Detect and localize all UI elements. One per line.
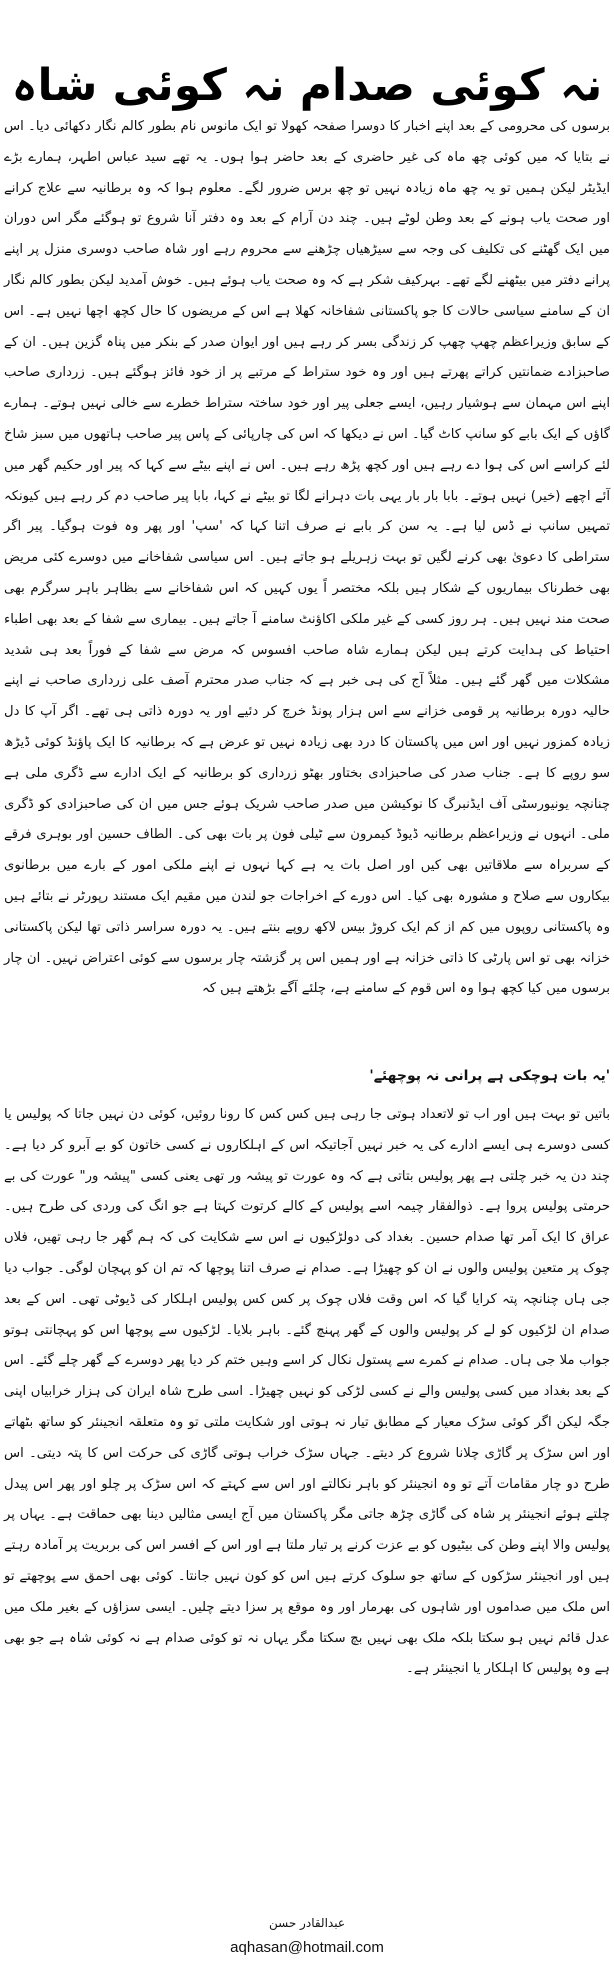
paragraph: باتیں تو بہت ہیں اور اب تو لاتعداد ہوتی جا رہی ہیں کس کس کا رونا روئیں، کوئی دن نہیں جاتا کہ پولیس یا کسی دوسرے ہی ایسے ادارے کی یہ خبر نہیں آجاتیکہ اس کے اہلکاروں نے کسی خاتون کو بے آبرو کر دیا ہے۔ چند دن یہ خبر چلتی ہے پھر پولیس بتاتی ہے کہ وہ عورت تو پیشہ ور تھی یعنی کسی "پیشہ ور" عورت کی بے حرمتی پولیس پروا ہے۔ ذوالفقار چیمہ اسے پولیس کے کالے کرتوت کہتا ہے جو انگ کی وردی کی طرح ہیں۔ عراق کا ایک آمر تھا صدام حسین۔ بغداد کی دولڑکیوں نے اس سے شکایت کی کہ ہم گھر جا رہی تھیں، فلاں چوک پر متعین پولیس والوں نے ان کو چھیڑا ہے۔ صدام نے صرف اتنا پوچھا کہ تم ان کو پہچان لوگی۔ جواب دیا جی ہاں چنانچہ پتہ کرایا گیا کہ اس وقت فلاں چوک پر کس کس پولیس اہلکار کی ڈیوٹی تھی۔ اس کے بعد صدام ان لڑکیوں کو لے کر پولیس والوں کے گھر پہنچ گئے۔ باہر بلایا۔ لڑکیوں سے پوچھا اس کو پہچانتی ہوتو جواب ملا جی ہاں۔ صدام نے کمرے سے پستول نکال کر اسے وہیں ختم کر دیا پھر دوسرے کے گھر چلے گئے۔ اس کے بعد بغداد میں کسی پولیس والے نے کسی لڑکی کو نہیں چھیڑا۔ اسی طرح شاہ ایران کی ہزار خرابیاں اپنی جگہ لیکن اگر کوئی سڑک معیار کے مطابق تیار نہ ہوتی اور شکایت ملتی تو وہ متعلقہ انجینئر کو ساتھ بٹھاتے اور اس سڑک پر گاڑی چلانا شروع کر دیتے۔ جہاں سڑک خراب ہوتی گاڑی کی حرکت اس کا پتہ دیتی۔ اس طرح دو چار مقامات آتے تو وہ انجینئر کو باہر نکالتے اور اس سے کہتے کہ اس سڑک پر چلو اور پھر اس پیدل چلتے ہوئے انجینئر پر شاہ کی گاڑی چڑھ جاتی مگر پاکستان میں آج ایسی مثالیں دینا بھی حماقت ہے۔ یہاں پر پولیس والا اپنے وطن کی بیٹیوں کو بے عزت کرنے پر تیار ملتا ہے اور اس کے افسر اس کی بربریت پر آمادہ رہتے ہیں اور انجینئر سڑکوں کے ساتھ جو سلوک کرتے ہیں اس کو کون نہیں جانتا۔ کوئی بھی احمق سے پوچھتے تو اس ملک میں صداموں اور شاہوں کی بھرمار اور وہ موقع پر سزا دیتے چلیں۔ ایسی سزاؤں کے بغیر ملک میں عدل قائم نہیں ہو سکتا بلکہ ملک بھی نہیں بچ سکتا مگر یہاں نہ تو کوئی صدام ہے نہ کوئی شاہ ہے جو بھی ہے وہ پولیس کا اہلکار یا انجینئر ہے۔ — [4, 1107, 610, 1677]
headline: نہ کوئی صدام نہ کوئی شاہ — [11, 60, 603, 112]
paragraph: برسوں کی محرومی کے بعد اپنے اخبار کا دوسرا صفحہ کھولا تو ایک مانوس نام بطور کالم نگار دکھائی دیا۔ اس نے بتایا کہ میں کوئی چھ ماہ کی غیر حاضری کے بعد حاضر ہوا ہوں۔ یہ تھے سید عباس اطہر، ہمارے بڑے ایڈیٹر لیکن ہمیں تو یہ چھ ماہ زیادہ نہیں تو چھ برس ضرور لگے۔ معلوم ہوا کہ وہ برطانیہ سے علاج کرانے اور صحت یاب ہونے کے بعد وطن لوٹے ہیں۔ چند دن آرام کے بعد وہ دفتر آنا شروع تو ہوگئے مگر اس دوران میں ایک گھٹنے کی تکلیف کی وجہ سے سیڑھیاں چڑھنے سے محروم رہے اور شاہ صاحب دوسری منزل پر اپنے پرانے دفتر میں بیٹھنے لگے تھے۔ بہرکیف شکر ہے کہ وہ صحت یاب ہوئے ہیں۔ خوش آمدید لیکن بطور کالم نگار ان کے سامنے سیاسی حالات کا جو پاکستانی شفاخانہ کھلا ہے اس کے مریضوں کا حال کچھ اچھا نہیں ہے۔ اس کے سابق وزیراعظم چھپ چھپ کر زندگی بسر کر رہے ہیں اور ایوان صدر کے بنکر میں پناہ گزین ہیں۔ ان کے صاحبزادے ضمانتیں کراتے پھرتے ہیں اور وہ خود ستراط کے مرتبے پر از خود فائز ہوگئے ہیں۔ زرداری صاحب اپنے اس مہمان سے ہوشیار رہیں، ایسے جعلی پیر اور خود ساختہ ستراط خطرے سے خالی نہیں ہوتے۔ ہمارے گاؤں کے ایک بابے کو سانپ کاٹ گیا۔ اس نے دیکھا کہ اس کی چارپائی کے پاس پیر صاحب ہاتھوں میں سبز شاخ لئے کراسے اس کی ہوا دے رہے ہیں اور کچھ پڑھ رہے ہیں۔ اس نے اپنے بیٹے سے کہا کہ پیر اور حکیم گھر میں آئے اچھے (خیر) نہیں ہوتے۔ بابا بار بار یہی بات دہرانے لگا تو بیٹے نے کہا، بابا پیر صاحب دم کر رہے ہیں کیونکہ تمہیں سانپ نے ڈس لیا ہے۔ یہ سن کر بابے نے صرف اتنا کہا کہ 'سپ' اور پھر وہ فوت ہوگیا۔ پیر اگر ستراطی کا دعویٰ بھی کرنے لگیں تو بہت زہریلے ہو جاتے ہیں۔ اس سیاسی شفاخانے میں دوسرے کئی مریض بھی خطرناک بیماریوں کے شکار ہیں بلکہ مختصر اً یوں کہیں کہ اس شفاخانے سے بظاہر باہر سرگرم بھی صحت مند نہیں ہیں۔ ہر روز کسی کے غیر ملکی اکاؤنٹ سامنے آ جاتے ہیں۔ بیماری سے شفا کے بعد بھی اطباء احتیاط کی ہدایت کرتے ہیں لیکن ہمارے شاہ صاحب افسوس کہ مرض سے شفا کے فوراً بعد ہی شدید مشکلات میں گھر گئے ہیں۔ مثلاً آج کی ہی خبر ہے کہ جناب صدر محترم آصف علی زرداری صاحب نے اپنے حالیہ دورہ برطانیہ پر قومی خزانے سے اس ہزار پونڈ خرچ کر دئیے اور یہ دورہ ذاتی ہی تھے۔ اگر آپ کا دل زیادہ کمزور نہیں اور اس میں پاکستان کا درد بھی زیادہ نہیں تو عرض ہے کہ برطانیہ کا ایک پاؤنڈ کوئی ڈیڑھ سو روپے کا ہے۔ جناب صدر کی صاحبزادی بختاور بھٹو زرداری کو برطانیہ کے ایک ادارے سے ڈگری ملی ہے چنانچہ یونیورسٹی آف ایڈنبرگ کا نوکیشن میں صدر صاحب شریک ہوئے جس میں ان کی صاحبزادی کو ڈگری ملی۔ انہوں نے وزیراعظم برطانیہ ڈیوڈ کیمرون سے ٹیلی فون پر بات بھی کی۔ الطاف حسین اور بوہری فرقے کے سربراہ سے ملاقاتیں بھی کیں اور اصل بات یہ ہے کہا نہوں نے اپنے ملکی امور کے بارے میں برطانوی بیکاروں سے صلاح و مشورہ بھی کیا۔ اس دورے کے اخراجات جو لندن میں مقیم ایک مستند رپورٹر نے بتائے ہیں وہ پاکستانی روپوں میں کم از کم ایک کروڑ بیس لاکھ روپے بنتے ہیں۔ یہ دورہ سراسر ذاتی تھا لیکن پاکستانی خزانہ بھی تو اس پارٹی کا ذاتی خزانہ ہے اور ہمیں اس پر گزشتہ چار برسوں سے کوئی اعتراض نہیں۔ ان چار برسوں میں کیا کچھ ہوا وہ اس قوم کے سامنے ہے، چلئے آگے بڑھتے ہیں کہ — [4, 119, 610, 997]
article-body-part-2 — [4, 1100, 610, 1685]
article-body-part-1 — [4, 112, 610, 1005]
author-byline: عبدالقادر حسن — [268, 1916, 345, 1930]
pull-quote: 'یہ بات ہوچکی ہے پرانی نہ پوچھئے' — [369, 1068, 610, 1084]
author-email[interactable]: aqhasan@hotmail.com — [230, 1939, 384, 1956]
